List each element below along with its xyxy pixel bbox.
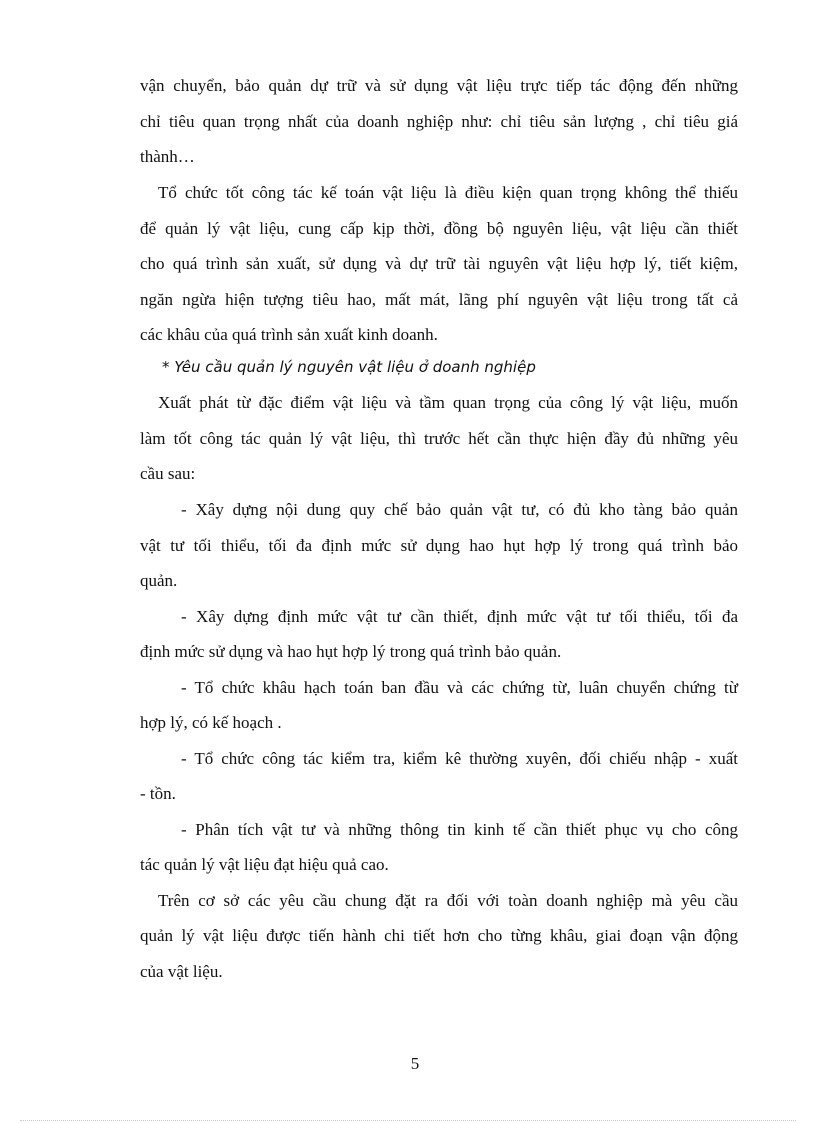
paragraph-line: để quản lý vật liệu, cung cấp kịp thời, đồng bộ nguyên liệu, vật liệu cần thiết bbox=[140, 219, 738, 238]
paragraph-line: vận chuyển, bảo quản dự trữ và sử dụng vật liệu trực tiếp tác động đến những bbox=[140, 76, 738, 95]
list-item-line: hợp lý, có kế hoạch . bbox=[140, 713, 282, 732]
paragraph-line: cho quá trình sản xuất, sử dụng và dự trữ tài nguyên vật liệu hợp lý, tiết kiệm, bbox=[140, 254, 738, 273]
page-number: 5 bbox=[410, 1054, 420, 1073]
paragraph-line: chỉ tiêu quan trọng nhất của doanh nghiệp như: chỉ tiêu sản lượng , chỉ tiêu giá bbox=[140, 112, 738, 131]
paragraph-line: Xuất phát từ đặc điểm vật liệu và tầm quan trọng của công lý vật liệu, muốn bbox=[158, 393, 738, 412]
list-item-line: - Phân tích vật tư và những thông tin kinh tế cần thiết phục vụ cho công bbox=[181, 820, 738, 839]
list-item-line: - Xây dựng định mức vật tư cần thiết, định mức vật tư tối thiểu, tối đa bbox=[181, 607, 738, 626]
paragraph-line: làm tốt công tác quản lý vật liệu, thì trước hết cần thực hiện đầy đủ những yêu bbox=[140, 429, 738, 448]
list-item-line: - tồn. bbox=[140, 784, 176, 803]
paragraph-line: các khâu của quá trình sản xuất kinh doanh. bbox=[140, 325, 438, 344]
list-item-line: quản. bbox=[140, 571, 178, 590]
list-item-line: vật tư tối thiểu, tối đa định mức sử dụng hao hụt hợp lý trong quá trình bảo bbox=[140, 536, 738, 555]
list-item-line: định mức sử dụng và hao hụt hợp lý trong quá trình bảo quản. bbox=[140, 642, 562, 661]
list-item-line: - Tổ chức công tác kiểm tra, kiểm kê thường xuyên, đối chiếu nhập - xuất bbox=[181, 749, 738, 768]
paragraph-line: cầu sau: bbox=[140, 464, 196, 483]
section-heading: * Yêu cầu quản lý nguyên vật liệu ở doanh nghiệp bbox=[162, 358, 536, 376]
paragraph-line: của vật liệu. bbox=[140, 962, 223, 981]
list-item-line: tác quản lý vật liệu đạt hiệu quả cao. bbox=[140, 855, 389, 874]
paragraph-line: thành… bbox=[140, 147, 195, 166]
list-item-line: - Xây dựng nội dung quy chế bảo quản vật tư, có đủ kho tàng bảo quản bbox=[181, 500, 738, 519]
paragraph-line: quản lý vật liệu được tiến hành chi tiết hơn cho từng khâu, giai đoạn vận động bbox=[140, 926, 738, 945]
paragraph-line: Trên cơ sở các yêu cầu chung đặt ra đối với toàn doanh nghiệp mà yêu cầu bbox=[158, 891, 738, 910]
paragraph-line: ngăn ngừa hiện tượng tiêu hao, mất mát, lãng phí nguyên vật liệu trong tất cả bbox=[140, 290, 738, 309]
paragraph-line: Tổ chức tốt công tác kế toán vật liệu là điều kiện quan trọng không thể thiếu bbox=[158, 183, 738, 202]
page-bottom-divider bbox=[20, 1120, 796, 1121]
list-item-line: - Tổ chức khâu hạch toán ban đầu và các chứng từ, luân chuyển chứng từ bbox=[181, 678, 738, 697]
